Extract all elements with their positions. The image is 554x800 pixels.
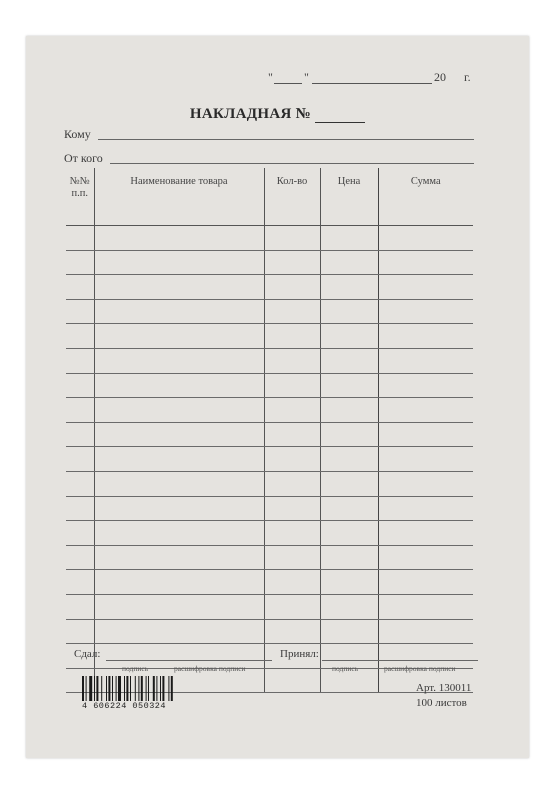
- barcode-bar: [135, 676, 136, 702]
- table-cell[interactable]: [94, 594, 264, 619]
- table-row: [66, 324, 473, 349]
- table-cell[interactable]: [264, 324, 320, 349]
- table-cell[interactable]: [66, 398, 94, 423]
- barcode-bar: [138, 676, 139, 702]
- table-cell[interactable]: [66, 422, 94, 447]
- table-cell[interactable]: [264, 226, 320, 251]
- sender-label: От кого: [64, 151, 103, 165]
- table-cell[interactable]: [320, 324, 378, 349]
- table-row: [66, 422, 473, 447]
- table-cell[interactable]: [320, 373, 378, 398]
- table-cell[interactable]: [94, 422, 264, 447]
- table-cell[interactable]: [264, 570, 320, 595]
- table-cell[interactable]: [378, 619, 473, 644]
- table-cell[interactable]: [320, 471, 378, 496]
- table-cell[interactable]: [264, 594, 320, 619]
- form-title: [26, 106, 529, 123]
- received-sign-caption: подпись: [332, 664, 359, 673]
- table-cell[interactable]: [378, 398, 473, 423]
- handed-decode-caption: расшифровка подписи: [174, 664, 246, 673]
- table-cell[interactable]: [320, 398, 378, 423]
- table-cell[interactable]: [94, 521, 264, 546]
- recipient-line[interactable]: [98, 139, 474, 140]
- table-cell[interactable]: [94, 348, 264, 373]
- goods-table-header: [66, 168, 473, 226]
- header-item-name: Наименование товара: [94, 168, 264, 226]
- table-row: [66, 348, 473, 373]
- table-cell[interactable]: [320, 619, 378, 644]
- table-cell[interactable]: [320, 348, 378, 373]
- table-cell[interactable]: [378, 545, 473, 570]
- barcode-bar: [108, 676, 110, 702]
- table-cell[interactable]: [378, 471, 473, 496]
- table-row: [66, 545, 473, 570]
- table-cell[interactable]: [94, 373, 264, 398]
- table-cell[interactable]: [320, 447, 378, 472]
- table-cell[interactable]: [66, 324, 94, 349]
- table-cell[interactable]: [320, 570, 378, 595]
- table-cell[interactable]: [378, 594, 473, 619]
- barcode-bar: [162, 676, 164, 702]
- table-cell[interactable]: [264, 275, 320, 300]
- table-row: [66, 275, 473, 300]
- barcode-bar: [106, 676, 107, 702]
- date-quote-open: ": [268, 70, 273, 84]
- barcode-bar: [168, 676, 169, 702]
- sender-line[interactable]: [110, 163, 474, 164]
- date-field[interactable]: [268, 70, 478, 86]
- barcode-bar: [118, 676, 121, 702]
- table-cell[interactable]: [320, 594, 378, 619]
- table-cell[interactable]: [378, 447, 473, 472]
- table-cell[interactable]: [264, 422, 320, 447]
- date-quote-close: ": [304, 70, 309, 84]
- table-cell[interactable]: [66, 299, 94, 324]
- table-cell[interactable]: [264, 447, 320, 472]
- barcode-bar: [96, 676, 98, 702]
- table-cell[interactable]: [66, 521, 94, 546]
- month-blank[interactable]: [312, 83, 432, 84]
- sheet-count: 100 листов: [416, 697, 467, 709]
- table-cell[interactable]: [66, 348, 94, 373]
- table-cell[interactable]: [264, 619, 320, 644]
- table-row: [66, 226, 473, 251]
- header-price: Цена: [320, 168, 378, 226]
- header-amount: Сумма: [378, 168, 473, 226]
- table-row: [66, 496, 473, 521]
- table-cell[interactable]: [320, 422, 378, 447]
- table-cell[interactable]: [66, 545, 94, 570]
- table-cell[interactable]: [378, 521, 473, 546]
- barcode-bar: [141, 676, 143, 702]
- table-row: [66, 471, 473, 496]
- barcode-bar: [146, 676, 147, 702]
- table-cell[interactable]: [94, 275, 264, 300]
- received-label: Принял:: [280, 648, 319, 660]
- table-cell[interactable]: [94, 250, 264, 275]
- table-cell[interactable]: [66, 570, 94, 595]
- table-cell[interactable]: [378, 226, 473, 251]
- table-cell[interactable]: [264, 521, 320, 546]
- table-row: [66, 447, 473, 472]
- received-line[interactable]: [322, 660, 478, 661]
- received-decode-caption: расшифровка подписи: [384, 664, 456, 673]
- goods-table: [66, 168, 473, 693]
- table-cell[interactable]: [320, 299, 378, 324]
- barcode-bar: [101, 676, 102, 702]
- table-cell[interactable]: [264, 398, 320, 423]
- barcode-bar: [89, 676, 92, 702]
- table-cell[interactable]: [264, 373, 320, 398]
- table-cell[interactable]: [264, 496, 320, 521]
- table-row: [66, 619, 473, 644]
- form-title-text: НАКЛАДНАЯ №: [189, 106, 312, 122]
- table-cell[interactable]: [94, 619, 264, 644]
- invoice-number-blank[interactable]: [315, 108, 365, 123]
- table-cell[interactable]: [320, 275, 378, 300]
- table-cell[interactable]: [320, 496, 378, 521]
- table-cell[interactable]: [264, 545, 320, 570]
- table-cell[interactable]: [378, 299, 473, 324]
- goods-table-body: [66, 226, 473, 693]
- table-cell[interactable]: [264, 668, 320, 693]
- invoice-form-sheet: [26, 36, 529, 758]
- table-cell[interactable]: [94, 496, 264, 521]
- table-cell[interactable]: [378, 422, 473, 447]
- handed-sign-caption: подпись: [122, 664, 149, 673]
- barcode-bar: [171, 676, 173, 702]
- table-row: [66, 594, 473, 619]
- table-cell[interactable]: [94, 545, 264, 570]
- article-info: [416, 681, 471, 711]
- table-cell[interactable]: [320, 226, 378, 251]
- table-cell[interactable]: [94, 226, 264, 251]
- barcode-bar: [124, 676, 125, 702]
- table-cell[interactable]: [94, 324, 264, 349]
- barcode-digits: 4 606224 050324: [82, 701, 202, 711]
- barcode-bar: [148, 676, 149, 702]
- table-cell[interactable]: [264, 299, 320, 324]
- table-cell[interactable]: [320, 545, 378, 570]
- table-row: [66, 521, 473, 546]
- barcode-bar: [116, 676, 117, 702]
- table-cell[interactable]: [66, 619, 94, 644]
- table-row: [66, 398, 473, 423]
- table-cell[interactable]: [66, 275, 94, 300]
- recipient-label: Кому: [64, 127, 91, 141]
- article-number: Арт. 130011: [416, 682, 472, 694]
- barcode-bar: [156, 676, 157, 702]
- table-cell[interactable]: [66, 496, 94, 521]
- table-cell[interactable]: [378, 250, 473, 275]
- handed-over-line[interactable]: [106, 660, 272, 661]
- barcode: [82, 676, 202, 712]
- barcode-bar: [82, 676, 84, 702]
- table-cell[interactable]: [320, 521, 378, 546]
- day-blank[interactable]: [274, 83, 302, 84]
- barcode-bar: [153, 676, 155, 702]
- barcode-bar: [130, 676, 131, 702]
- barcode-bar: [112, 676, 113, 702]
- table-cell[interactable]: [94, 471, 264, 496]
- table-cell[interactable]: [66, 226, 94, 251]
- table-cell[interactable]: [94, 570, 264, 595]
- barcode-bar: [126, 676, 128, 702]
- table-row: [66, 250, 473, 275]
- table-cell[interactable]: [66, 471, 94, 496]
- table-row: [66, 570, 473, 595]
- barcode-bars: [82, 676, 202, 702]
- table-cell[interactable]: [378, 324, 473, 349]
- table-cell[interactable]: [94, 398, 264, 423]
- table-cell[interactable]: [378, 275, 473, 300]
- barcode-bar: [160, 676, 161, 702]
- table-cell[interactable]: [378, 348, 473, 373]
- table-cell[interactable]: [378, 496, 473, 521]
- table-cell[interactable]: [378, 570, 473, 595]
- sender-field[interactable]: [64, 151, 474, 167]
- header-number: №№ п.п.: [66, 168, 94, 226]
- table-cell[interactable]: [94, 299, 264, 324]
- table-cell[interactable]: [320, 250, 378, 275]
- table-cell[interactable]: [94, 447, 264, 472]
- table-cell[interactable]: [264, 471, 320, 496]
- barcode-bar: [94, 676, 95, 702]
- table-cell[interactable]: [66, 373, 94, 398]
- table-cell[interactable]: [66, 594, 94, 619]
- barcode-bar: [86, 676, 87, 702]
- recipient-field[interactable]: [64, 127, 474, 143]
- table-cell[interactable]: [264, 348, 320, 373]
- table-cell[interactable]: [264, 250, 320, 275]
- table-cell[interactable]: [66, 447, 94, 472]
- table-row: [66, 373, 473, 398]
- header-quantity: Кол-во: [264, 168, 320, 226]
- year-prefix: 20: [434, 70, 446, 84]
- handed-over-label: Сдал:: [74, 648, 101, 660]
- table-row: [66, 299, 473, 324]
- table-cell[interactable]: [378, 373, 473, 398]
- table-cell[interactable]: [66, 250, 94, 275]
- year-label: г.: [464, 70, 471, 84]
